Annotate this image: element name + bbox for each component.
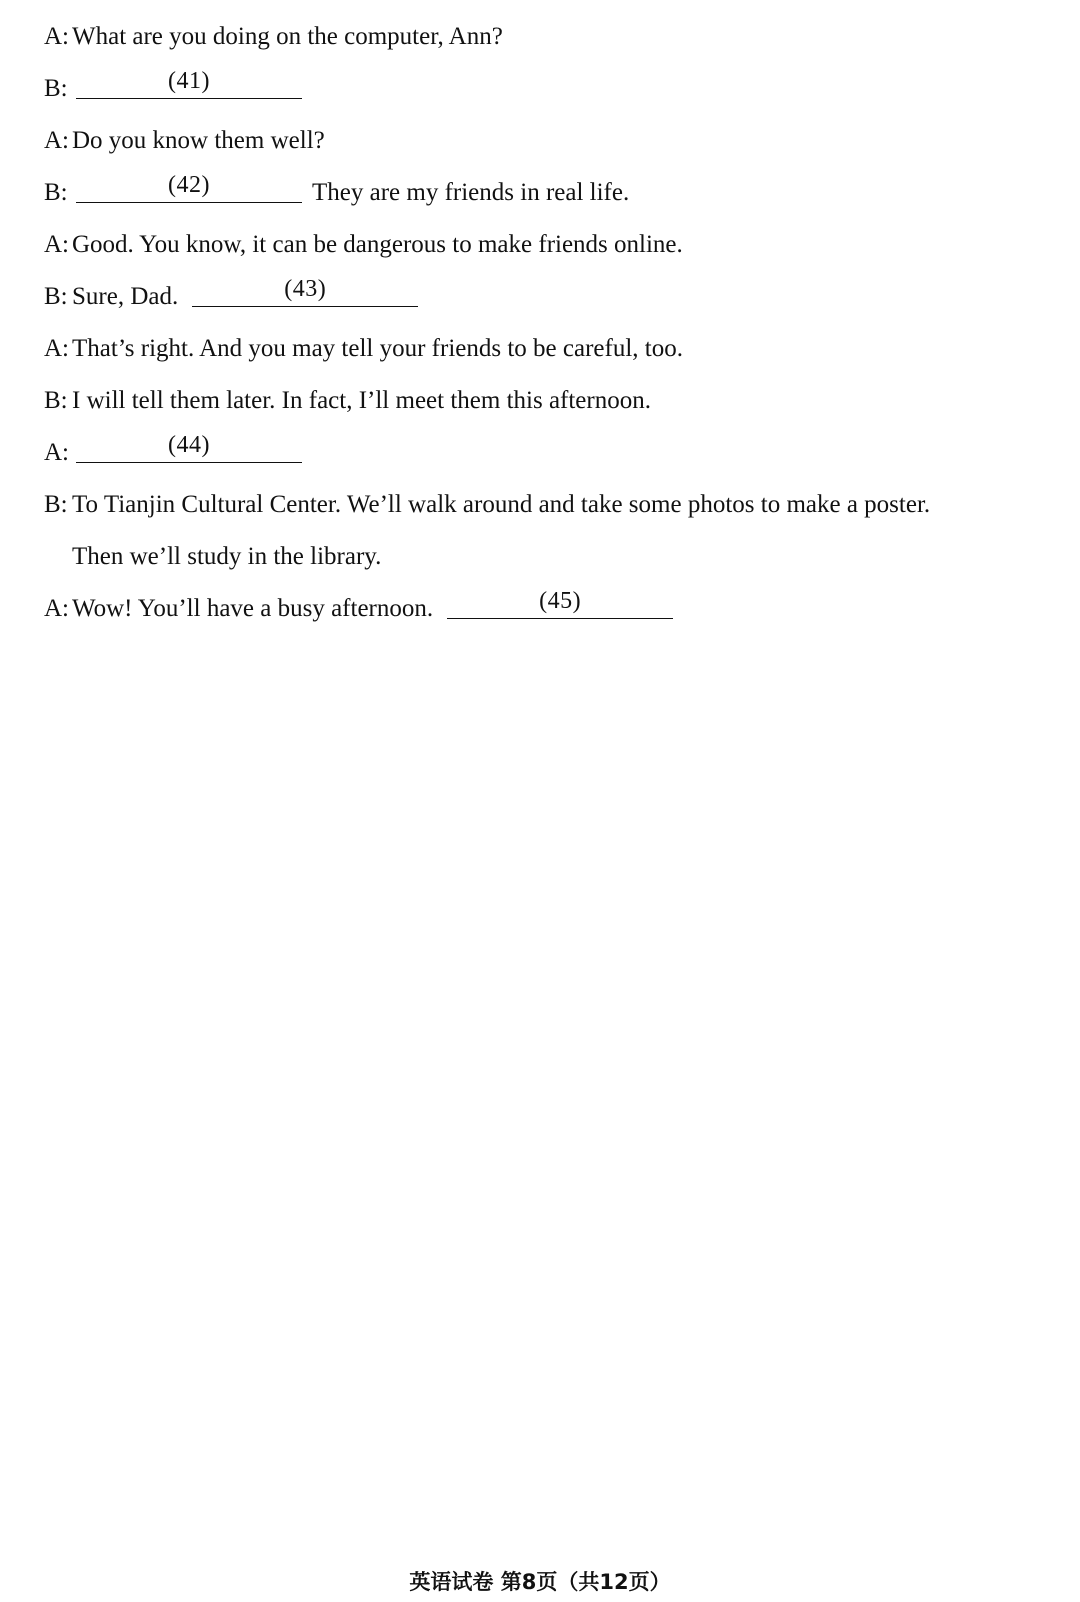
dialogue-line-7 (44, 328, 1044, 380)
dialogue-line-1 (44, 16, 1044, 68)
dialogue-line-10-continued (44, 536, 1044, 588)
line-text-after: They are my friends in real life. (312, 179, 630, 206)
speaker-label: A: (44, 595, 69, 622)
dialogue (44, 16, 1044, 640)
line-text: Good. You know, it can be dangerous to make friends online. (72, 231, 683, 258)
line-text: I will tell them later. In fact, I’ll meet them this afternoon. (72, 387, 651, 414)
speaker-label: B: (44, 179, 68, 206)
speaker-label: B: (44, 283, 68, 310)
line-text: What are you doing on the computer, Ann? (72, 23, 503, 50)
dialogue-line-11 (44, 588, 1044, 640)
blank-number: (43) (284, 276, 327, 302)
answer-blank-42[interactable] (76, 172, 302, 203)
speaker-label: A: (44, 127, 69, 154)
line-text: Sure, Dad. (72, 283, 179, 310)
speaker-label: B: (44, 387, 68, 414)
dialogue-line-3 (44, 120, 1044, 172)
answer-blank-44[interactable] (76, 432, 302, 463)
speaker-label: B: (44, 75, 68, 102)
dialogue-line-8 (44, 380, 1044, 432)
line-text: To Tianjin Cultural Center. We’ll walk around and take some photos to make a poster. (72, 491, 931, 518)
blank-number: (45) (539, 588, 582, 614)
dialogue-line-6 (44, 276, 1044, 328)
dialogue-line-5 (44, 224, 1044, 276)
line-text: Do you know them well? (72, 127, 325, 154)
dialogue-line-4 (44, 172, 1044, 224)
dialogue-line-2 (44, 68, 1044, 120)
blank-number: (41) (168, 68, 210, 94)
speaker-label: A: (44, 439, 69, 466)
dialogue-line-10 (44, 484, 1044, 536)
blank-number: (44) (168, 432, 210, 458)
dialogue-line-9 (44, 432, 1044, 484)
speaker-label: A: (44, 231, 69, 258)
answer-blank-41[interactable] (76, 68, 302, 99)
answer-blank-45[interactable] (447, 588, 673, 619)
line-text: Then we’ll study in the library. (72, 543, 382, 570)
line-text: Wow! You’ll have a busy afternoon. (72, 595, 434, 622)
line-text: That’s right. And you may tell your friends to be careful, too. (72, 335, 683, 362)
speaker-label: A: (44, 335, 69, 362)
speaker-label: A: (44, 23, 69, 50)
speaker-label: B: (44, 491, 68, 518)
blank-number: (42) (168, 172, 210, 198)
answer-blank-43[interactable] (192, 276, 418, 307)
page-footer: 英语试卷 第8页（共12页） (409, 1570, 671, 1594)
